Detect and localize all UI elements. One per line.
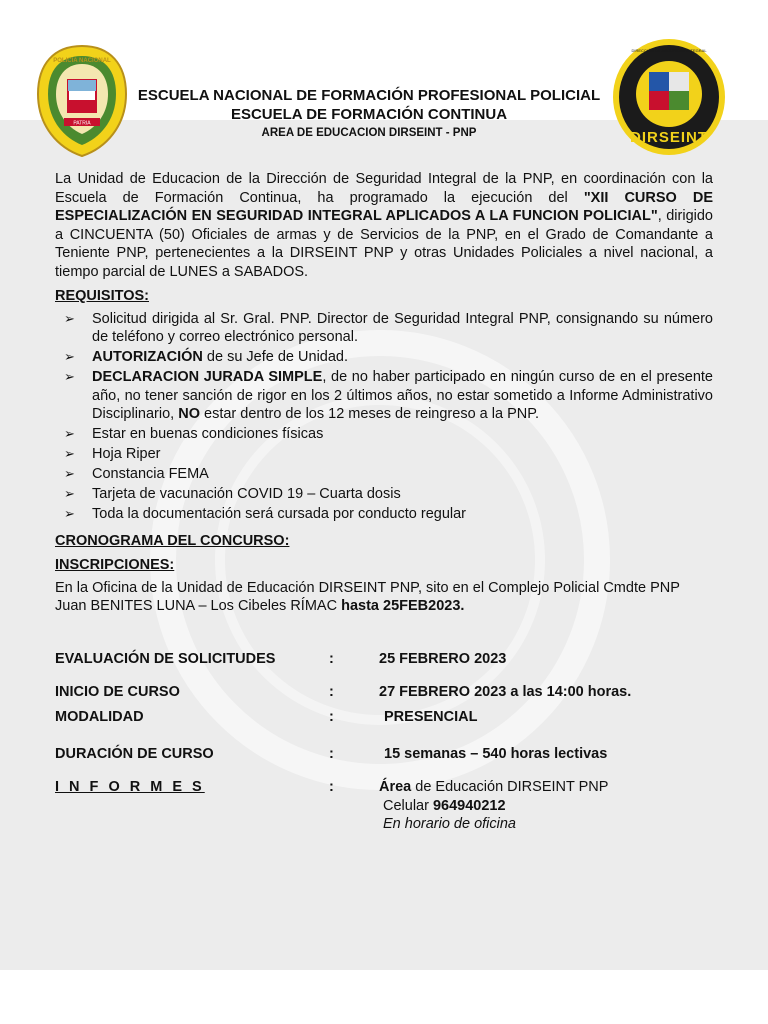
informes-celular-label: Celular (383, 797, 433, 814)
cronograma-title: CRONOGRAMA DEL CONCURSO: (55, 532, 290, 549)
informes-value (379, 778, 608, 834)
arrow-bullet-icon: ➢ (64, 446, 75, 461)
requisito-bold: AUTORIZACIÓN (92, 349, 203, 365)
list-item (55, 505, 713, 524)
schedule-value: 25 FEBRERO 2023 (379, 651, 507, 667)
requisito-bold: NO (178, 406, 200, 422)
intro-text-2: , dirigido a CINCUENTA (50) Oficiales de armas y de Servicios de la PNP, en el Grado de Comandante a Teniente PNP, pertenecientes a la DIRSEINT PNP y otras Unidades Policiales a nivel nacional, a tiempo parcial de LUNES a SABADOS. (55, 208, 713, 280)
arrow-bullet-icon: ➢ (64, 426, 75, 441)
list-item (55, 465, 713, 484)
requisito-text: Tarjeta de vacunación COVID 19 – Cuarta dosis (92, 486, 401, 502)
list-item (55, 445, 713, 464)
intro-text-1: La Unidad de Educacion de la Dirección de Seguridad Integral de la PNP, en coordinación con la Escuela de Formación Continua, ha programado la ejecución del (55, 171, 713, 206)
schedule-label: INICIO DE CURSO (55, 684, 180, 700)
requisito-text: , de no haber participado en ningún curso de en el presente año, no tener sanción de rigor en los 2 últimos años, no estar sometido a Informe Administrativo Disciplinario, (92, 369, 713, 422)
requisito-text: Constancia FEMA (92, 466, 209, 482)
schedule-colon: : (329, 779, 334, 795)
schedule-row-informes (55, 778, 713, 838)
inscripciones-deadline: hasta 25FEB2023. (341, 598, 465, 614)
informes-horario: En horario de oficina (383, 816, 516, 832)
schedule-label: EVALUACIÓN DE SOLICITUDES (55, 651, 276, 667)
requisito-text: Solicitud dirigida al Sr. Gral. PNP. Director de Seguridad Integral PNP, consignando su número de teléfono y correo electrónico personal. (92, 310, 713, 345)
schedule-colon: : (329, 746, 334, 762)
header-line-2: ESCUELA DE FORMACIÓN CONTINUA (230, 106, 508, 123)
requisito-text: Toda la documentación será cursada por conducto regular (92, 506, 467, 522)
header-line-1: ESCUELA NACIONAL DE FORMACIÓN PROFESIONAL POLICIAL (137, 87, 601, 104)
intro-paragraph (55, 170, 713, 281)
arrow-bullet-icon: ➢ (64, 310, 75, 326)
arrow-bullet-icon: ➢ (64, 369, 75, 384)
schedule-value: 15 semanas – 540 horas lectivas (384, 746, 608, 762)
schedule-colon: : (329, 651, 334, 667)
schedule-label: MODALIDAD (55, 709, 144, 725)
requisitos-list (55, 310, 713, 524)
requisito-text: estar dentro de los 12 meses de reingreso a la PNP. (199, 406, 540, 422)
schedule-label: I N F O R M E S (55, 779, 205, 795)
arrow-bullet-icon: ➢ (64, 506, 75, 521)
inscripciones-title: INSCRIPCIONES: (55, 557, 175, 573)
list-item (55, 368, 713, 424)
inscripciones-text (55, 579, 713, 616)
dirseint-logo (612, 38, 726, 156)
schedule-value: 27 FEBRERO 2023 a las 14:00 horas. (379, 684, 632, 700)
logo-right-text: DIRSEINT (629, 129, 709, 146)
requisito-text: de su Jefe de Unidad. (202, 349, 349, 365)
list-item (55, 310, 713, 347)
list-item (55, 425, 713, 444)
list-item (55, 348, 713, 367)
informes-celular-number: 964940212 (432, 797, 506, 814)
arrow-bullet-icon: ➢ (64, 349, 75, 364)
header-line-3: AREA DE EDUCACION DIRSEINT - PNP (261, 127, 477, 139)
course-name: "XII CURSO DE ESPECIALIZACIÓN EN SEGURIDAD INTEGRAL APLICADOS A LA FUNCION POLICIAL" (55, 189, 713, 224)
informes-area-bold: Área (379, 779, 412, 795)
list-item (55, 485, 713, 504)
logo-left-bottom-text: PATRIA (73, 120, 91, 127)
requisito-bold: DECLARACION JURADA SIMPLE (92, 369, 323, 385)
document-header (130, 86, 608, 141)
inscripciones-body: En la Oficina de la Unidad de Educación DIRSEINT PNP, sito en el Complejo Policial Cmdte PNP Juan BENITES LUNA – Los Cibeles RÍMAC (55, 579, 680, 614)
schedule-colon: : (329, 684, 334, 700)
schedule-colon: : (329, 709, 334, 725)
logo-right-ring-text: DIRECCIÓN DE SEGURIDAD INTEGRAL (631, 48, 707, 53)
requisito-text: Estar en buenas condiciones físicas (92, 426, 324, 442)
schedule-value: PRESENCIAL (384, 709, 478, 725)
schedule-label: DURACIÓN DE CURSO (55, 746, 214, 762)
policia-nacional-logo (34, 42, 130, 160)
arrow-bullet-icon: ➢ (64, 486, 75, 501)
requisitos-title: REQUISITOS: (55, 288, 149, 304)
requisito-text: Hoja Riper (92, 446, 161, 462)
arrow-bullet-icon: ➢ (64, 466, 75, 481)
informes-area: de Educación DIRSEINT PNP (411, 779, 609, 795)
document-body (55, 170, 713, 616)
logo-left-top-text: POLICIA NACIONAL (53, 58, 111, 64)
